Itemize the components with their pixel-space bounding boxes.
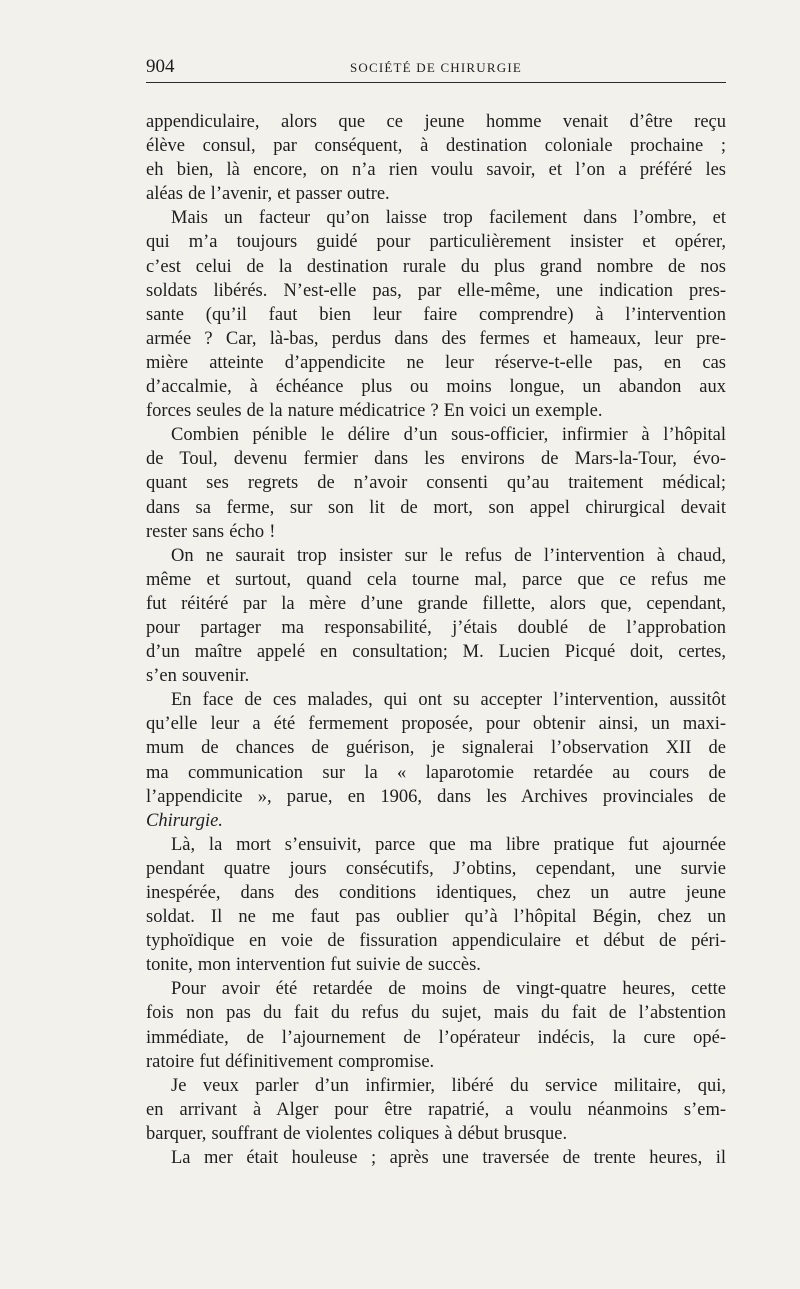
text-line: Mais un facteur qu’on laisse trop facilement dans l’ombre, et: [171, 208, 726, 229]
text-line: qu’elle leur a été fermement proposée, pour obtenir ainsi, un maxi-: [146, 714, 726, 735]
running-title: SOCIÉTÉ DE CHIRURGIE: [349, 60, 523, 75]
text-line: dans sa ferme, sur son lit de mort, son appel chirurgical devait: [146, 497, 726, 518]
text-line: d’un maître appelé en consultation; M. Lucien Picqué doit, certes,: [146, 642, 726, 663]
text-line: pour partager ma responsabilité, j’étais doublé de l’approbation: [146, 617, 726, 638]
text-line: mum de chances de guérison, je signalerai l’observation XII de: [146, 738, 726, 759]
text-line: En face de ces malades, qui ont su accepter l’intervention, aussitôt: [171, 690, 726, 711]
text-line: en arrivant à Alger pour être rapatrié, a voulu néanmoins s’em-: [146, 1099, 726, 1120]
text-line: c’est celui de la destination rurale du plus grand nombre de nos: [146, 256, 726, 277]
text-line: fois non pas du fait du refus du sujet, mais du fait de l’abstention: [146, 1003, 726, 1024]
text-line: eh bien, là encore, on n’a rien voulu savoir, et l’on a préféré les: [146, 160, 726, 181]
text-line: ratoire fut définitivement compromise.: [146, 1051, 435, 1072]
text-line: On ne saurait trop insister sur le refus de l’intervention à chaud,: [171, 545, 726, 566]
text-line: rester sans écho !: [146, 521, 276, 542]
text-line: Chirurgie.: [146, 810, 223, 831]
page-header: [146, 52, 726, 83]
page-number: 904: [146, 56, 175, 77]
text-line: Pour avoir été retardée de moins de vingt-quatre heures, cette: [171, 979, 726, 1000]
text-line: l’appendicite », parue, en 1906, dans les Archives provinciales de: [146, 786, 726, 807]
body-text: [146, 110, 726, 1170]
text-line: d’accalmie, à échéance plus ou moins longue, un abandon aux: [146, 377, 726, 398]
text-line: soldats libérés. N’est-elle pas, par elle-même, une indication pres-: [146, 280, 726, 301]
text-line: s’en souvenir.: [146, 666, 250, 687]
text-line: élève consul, par conséquent, à destination coloniale prochaine ;: [146, 136, 726, 157]
text-line: Combien pénible le délire d’un sous-officier, infirmier à l’hôpital: [171, 425, 726, 446]
text-line: ma communication sur la « laparotomie retardée au cours de: [146, 762, 726, 783]
text-line: pendant quatre jours consécutifs, J’obtins, cependant, une survie: [146, 858, 726, 879]
text-line: La mer était houleuse ; après une traversée de trente heures, il: [171, 1148, 726, 1169]
text-line: même et surtout, quand cela tourne mal, parce que ce refus me: [146, 569, 726, 590]
text-line: de Toul, devenu fermier dans les environs de Mars-la-Tour, évo-: [146, 449, 726, 470]
text-line: forces seules de la nature médicatrice ? En voici un exemple.: [146, 401, 603, 422]
text-line: qui m’a toujours guidé pour particulièrement insister et opérer,: [146, 232, 726, 253]
text-line: Là, la mort s’ensuivit, parce que ma libre pratique fut ajournée: [171, 834, 726, 855]
text-line: immédiate, de l’ajournement de l’opérateur indécis, la cure opé-: [146, 1027, 726, 1048]
text-line: armée ? Car, là-bas, perdus dans des fermes et hameaux, leur pre-: [146, 328, 726, 349]
text-line: appendiculaire, alors que ce jeune homme venait d’être reçu: [146, 112, 726, 132]
text-line: mière atteinte d’appendicite ne leur réserve-t-elle pas, en cas: [146, 352, 726, 373]
text-line: Je veux parler d’un infirmier, libéré du service militaire, qui,: [171, 1075, 726, 1096]
text-line: inespérée, dans des conditions identiques, chez un autre jeune: [146, 883, 726, 903]
text-line: aléas de l’avenir, et passer outre.: [146, 184, 390, 205]
text-line: typhoïdique en voie de fissuration appendiculaire et début de péri-: [146, 931, 726, 952]
text-line: soldat. Il ne me faut pas oublier qu’à l’hôpital Bégin, chez un: [146, 907, 726, 928]
text-line: tonite, mon intervention fut suivie de succès.: [146, 955, 481, 976]
text-line: quant ses regrets de n’avoir consenti qu’au traitement médical;: [146, 473, 726, 494]
text-line: barquer, souffrant de violentes coliques à début brusque.: [146, 1123, 568, 1144]
text-line: fut réitéré par la mère d’une grande fillette, alors que, cependant,: [146, 593, 726, 614]
text-line: sante (qu’il faut bien leur faire comprendre) à l’intervention: [146, 304, 726, 325]
